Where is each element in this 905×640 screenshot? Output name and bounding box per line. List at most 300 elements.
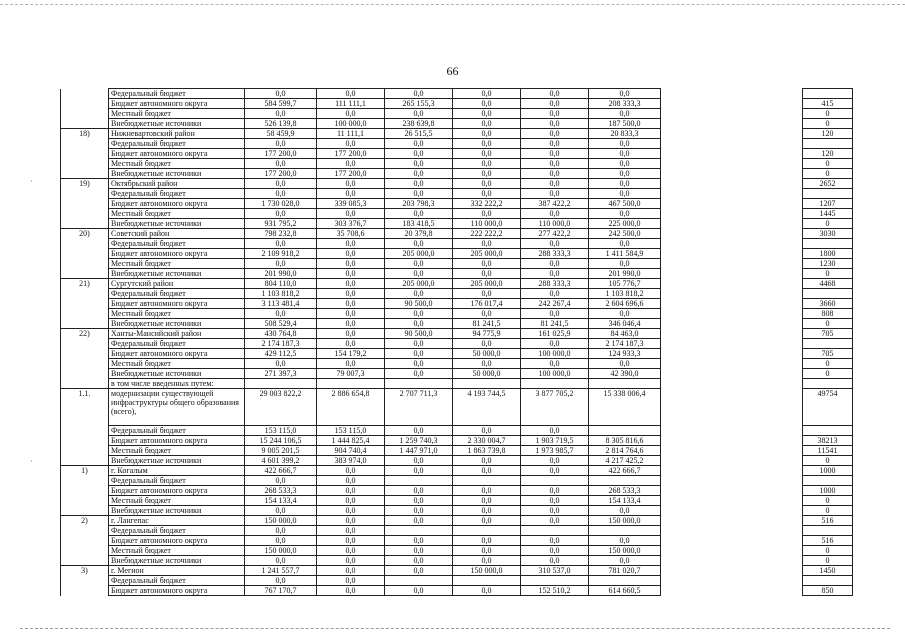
indicator-cell: 49754 bbox=[803, 389, 853, 426]
row-label: Сургутский район bbox=[109, 279, 245, 289]
row-label: Нижневартовский район bbox=[109, 129, 245, 139]
row-index bbox=[61, 536, 109, 546]
row-label: Внебюджетные источники bbox=[109, 319, 245, 329]
page-number: 66 bbox=[446, 64, 459, 78]
row-index bbox=[61, 486, 109, 496]
value-cell: 0,0 bbox=[453, 556, 521, 566]
indicator-cell: 3660 bbox=[803, 299, 853, 309]
value-cell: 387 422,2 bbox=[521, 199, 589, 209]
row-index bbox=[61, 476, 109, 486]
value-cell: 0,0 bbox=[385, 546, 453, 556]
row-label: Внебюджетные источники bbox=[109, 119, 245, 129]
table-row bbox=[61, 349, 853, 359]
value-cell: 0,0 bbox=[245, 556, 317, 566]
value-cell: 0,0 bbox=[589, 309, 661, 319]
table-row bbox=[61, 159, 853, 169]
row-label: Местный бюджет bbox=[109, 109, 245, 119]
value-cell: 100 000,0 bbox=[317, 119, 385, 129]
value-cell: 0,0 bbox=[317, 159, 385, 169]
row-index: 2) bbox=[61, 516, 109, 526]
table-body-top bbox=[61, 89, 853, 389]
value-cell: 0,0 bbox=[385, 566, 453, 576]
table-row bbox=[61, 269, 853, 279]
row-index bbox=[61, 359, 109, 369]
value-cell: 804 110,0 bbox=[245, 279, 317, 289]
indicator-cell: 38213 bbox=[803, 436, 853, 446]
row-index: 18) bbox=[61, 129, 109, 139]
value-cell: 0,0 bbox=[453, 309, 521, 319]
row-label: г. Мегион bbox=[109, 566, 245, 576]
value-cell: 111 111,1 bbox=[317, 99, 385, 109]
value-cell: 0,0 bbox=[453, 506, 521, 516]
table-row bbox=[61, 229, 853, 239]
row-index bbox=[61, 379, 109, 389]
blank-cell bbox=[661, 119, 803, 129]
value-cell: 0,0 bbox=[453, 109, 521, 119]
blank-cell bbox=[661, 389, 803, 426]
row-label: Федеральный бюджет bbox=[109, 289, 245, 299]
value-cell: 225 000,0 bbox=[589, 219, 661, 229]
blank-cell bbox=[661, 239, 803, 249]
value-cell: 187 500,0 bbox=[589, 119, 661, 129]
row-index bbox=[61, 369, 109, 379]
value-cell: 310 537,0 bbox=[521, 566, 589, 576]
value-cell: 161 025,9 bbox=[521, 329, 589, 339]
value-cell: 1 103 818,2 bbox=[245, 289, 317, 299]
blank-cell bbox=[661, 456, 803, 466]
table-row bbox=[61, 359, 853, 369]
value-cell: 0,0 bbox=[317, 476, 385, 486]
row-index bbox=[61, 576, 109, 586]
value-cell: 0,0 bbox=[385, 536, 453, 546]
value-cell: 1 903 719,5 bbox=[521, 436, 589, 446]
value-cell: 3 113 481,4 bbox=[245, 299, 317, 309]
value-cell: 90 500,0 bbox=[385, 299, 453, 309]
value-cell: 798 232,8 bbox=[245, 229, 317, 239]
value-cell: 0,0 bbox=[453, 456, 521, 466]
table-row bbox=[61, 199, 853, 209]
value-cell: 0,0 bbox=[385, 269, 453, 279]
budget-table bbox=[60, 88, 853, 596]
table-row bbox=[61, 119, 853, 129]
value-cell: 58 459,9 bbox=[245, 129, 317, 139]
row-index bbox=[61, 159, 109, 169]
table-row bbox=[61, 566, 853, 576]
value-cell: 0,0 bbox=[521, 339, 589, 349]
table-row bbox=[61, 446, 853, 456]
value-cell: 0,0 bbox=[589, 359, 661, 369]
row-label: Местный бюджет bbox=[109, 159, 245, 169]
table-row bbox=[61, 556, 853, 566]
row-index bbox=[61, 456, 109, 466]
blank-cell bbox=[661, 319, 803, 329]
value-cell: 0,0 bbox=[317, 279, 385, 289]
row-label: Федеральный бюджет bbox=[109, 189, 245, 199]
table-row bbox=[61, 546, 853, 556]
value-cell: 183 418,5 bbox=[385, 219, 453, 229]
value-cell: 0,0 bbox=[521, 109, 589, 119]
row-label: Местный бюджет bbox=[109, 546, 245, 556]
scan-top-edge bbox=[0, 4, 905, 5]
row-index bbox=[61, 289, 109, 299]
value-cell: 0,0 bbox=[521, 239, 589, 249]
blank-cell bbox=[661, 349, 803, 359]
value-cell: 0,0 bbox=[385, 339, 453, 349]
value-cell: 303 376,7 bbox=[317, 219, 385, 229]
table-row bbox=[61, 496, 853, 506]
value-cell: 0,0 bbox=[521, 259, 589, 269]
blank-cell bbox=[661, 566, 803, 576]
row-label: Бюджет автономного округа bbox=[109, 349, 245, 359]
value-cell: 0,0 bbox=[521, 179, 589, 189]
value-cell: 152 510,2 bbox=[521, 586, 589, 596]
indicator-cell: 120 bbox=[803, 129, 853, 139]
table-row bbox=[61, 279, 853, 289]
value-cell: 0,0 bbox=[521, 159, 589, 169]
value-cell: 2 814 764,6 bbox=[589, 446, 661, 456]
blank-cell bbox=[661, 466, 803, 476]
indicator-cell: 3030 bbox=[803, 229, 853, 239]
value-cell: 0,0 bbox=[385, 179, 453, 189]
value-cell bbox=[589, 379, 661, 389]
value-cell: 508 529,4 bbox=[245, 319, 317, 329]
value-cell: 0,0 bbox=[589, 239, 661, 249]
value-cell: 0,0 bbox=[589, 139, 661, 149]
table-row bbox=[61, 189, 853, 199]
row-label: Бюджет автономного округа bbox=[109, 99, 245, 109]
row-index bbox=[61, 339, 109, 349]
value-cell: 0,0 bbox=[385, 149, 453, 159]
value-cell: 0,0 bbox=[317, 89, 385, 99]
row-label: модернизации существующей инфраструктуры общего образования (всего), bbox=[109, 389, 245, 426]
table-row bbox=[61, 249, 853, 259]
row-index bbox=[61, 239, 109, 249]
value-cell bbox=[453, 476, 521, 486]
table-row bbox=[61, 289, 853, 299]
value-cell: 0,0 bbox=[453, 179, 521, 189]
row-label: Бюджет автономного округа bbox=[109, 586, 245, 596]
value-cell: 177 200,0 bbox=[245, 169, 317, 179]
row-label: Бюджет автономного округа bbox=[109, 249, 245, 259]
value-cell: 0,0 bbox=[317, 269, 385, 279]
row-label: Федеральный бюджет bbox=[109, 139, 245, 149]
value-cell: 0,0 bbox=[453, 466, 521, 476]
table-row bbox=[61, 576, 853, 586]
row-index: 21) bbox=[61, 279, 109, 289]
value-cell: 0,0 bbox=[317, 556, 385, 566]
row-label: Октябрьский район bbox=[109, 179, 245, 189]
value-cell: 0,0 bbox=[317, 259, 385, 269]
row-index bbox=[61, 426, 109, 436]
value-cell: 0,0 bbox=[589, 189, 661, 199]
blank-cell bbox=[661, 209, 803, 219]
value-cell: 0,0 bbox=[521, 546, 589, 556]
value-cell: 268 533,3 bbox=[245, 486, 317, 496]
row-label: Федеральный бюджет bbox=[109, 426, 245, 436]
blank-cell bbox=[661, 299, 803, 309]
blank-cell bbox=[661, 496, 803, 506]
value-cell: 154 133,4 bbox=[245, 496, 317, 506]
value-cell: 2 707 711,3 bbox=[385, 389, 453, 426]
blank-cell bbox=[661, 359, 803, 369]
value-cell: 931 795,2 bbox=[245, 219, 317, 229]
value-cell: 0,0 bbox=[385, 209, 453, 219]
blank-cell bbox=[661, 379, 803, 389]
value-cell: 0,0 bbox=[385, 169, 453, 179]
value-cell: 0,0 bbox=[521, 139, 589, 149]
value-cell: 0,0 bbox=[521, 129, 589, 139]
blank-cell bbox=[661, 139, 803, 149]
value-cell: 0,0 bbox=[385, 139, 453, 149]
value-cell: 0,0 bbox=[317, 189, 385, 199]
value-cell: 0,0 bbox=[453, 89, 521, 99]
row-index bbox=[61, 99, 109, 109]
indicator-cell: 415 bbox=[803, 99, 853, 109]
value-cell: 42 390,0 bbox=[589, 369, 661, 379]
value-cell: 177 200,0 bbox=[245, 149, 317, 159]
value-cell: 0,0 bbox=[521, 456, 589, 466]
value-cell: 2 174 187,3 bbox=[589, 339, 661, 349]
value-cell: 0,0 bbox=[385, 89, 453, 99]
value-cell: 0,0 bbox=[245, 506, 317, 516]
value-cell: 222 222,2 bbox=[453, 229, 521, 239]
value-cell: 0,0 bbox=[317, 239, 385, 249]
indicator-cell: 1445 bbox=[803, 209, 853, 219]
value-cell: 154 179,2 bbox=[317, 349, 385, 359]
value-cell: 4 193 744,5 bbox=[453, 389, 521, 426]
row-index bbox=[61, 139, 109, 149]
value-cell: 100 000,0 bbox=[521, 349, 589, 359]
row-label: Бюджет автономного округа bbox=[109, 536, 245, 546]
value-cell: 1 730 028,0 bbox=[245, 199, 317, 209]
value-cell: 238 639,8 bbox=[385, 119, 453, 129]
indicator-cell: 808 bbox=[803, 309, 853, 319]
row-index bbox=[61, 219, 109, 229]
value-cell: 0,0 bbox=[453, 546, 521, 556]
value-cell: 0,0 bbox=[317, 516, 385, 526]
value-cell: 0,0 bbox=[245, 109, 317, 119]
value-cell bbox=[453, 576, 521, 586]
value-cell: 0,0 bbox=[521, 506, 589, 516]
value-cell: 0,0 bbox=[453, 159, 521, 169]
row-index bbox=[61, 309, 109, 319]
row-label: Бюджет автономного округа bbox=[109, 299, 245, 309]
table-row bbox=[61, 309, 853, 319]
value-cell: 0,0 bbox=[453, 99, 521, 109]
table-row bbox=[61, 466, 853, 476]
row-label: Федеральный бюджет bbox=[109, 476, 245, 486]
value-cell bbox=[453, 526, 521, 536]
table-row bbox=[61, 109, 853, 119]
value-cell: 0,0 bbox=[453, 339, 521, 349]
value-cell: 177 200,0 bbox=[317, 169, 385, 179]
value-cell: 153 115,0 bbox=[317, 426, 385, 436]
blank-cell bbox=[661, 269, 803, 279]
value-cell: 0,0 bbox=[245, 476, 317, 486]
value-cell: 105 776,7 bbox=[589, 279, 661, 289]
value-cell: 94 775,9 bbox=[453, 329, 521, 339]
indicator-cell: 0 bbox=[803, 456, 853, 466]
value-cell: 0,0 bbox=[317, 496, 385, 506]
value-cell: 0,0 bbox=[453, 189, 521, 199]
value-cell: 0,0 bbox=[453, 586, 521, 596]
value-cell: 208 333,3 bbox=[589, 99, 661, 109]
value-cell: 0,0 bbox=[453, 129, 521, 139]
value-cell: 0,0 bbox=[453, 536, 521, 546]
value-cell: 2 330 004,7 bbox=[453, 436, 521, 446]
table-row bbox=[61, 526, 853, 536]
value-cell: 2 109 918,2 bbox=[245, 249, 317, 259]
row-index bbox=[61, 119, 109, 129]
value-cell: 0,0 bbox=[521, 149, 589, 159]
indicator-cell: 516 bbox=[803, 536, 853, 546]
indicator-cell bbox=[803, 576, 853, 586]
value-cell: 0,0 bbox=[385, 289, 453, 299]
value-cell: 205 000,0 bbox=[453, 249, 521, 259]
value-cell: 1 444 825,4 bbox=[317, 436, 385, 446]
value-cell: 201 990,0 bbox=[589, 269, 661, 279]
value-cell: 20 833,3 bbox=[589, 129, 661, 139]
value-cell: 81 241,5 bbox=[521, 319, 589, 329]
table-row bbox=[61, 239, 853, 249]
value-cell: 0,0 bbox=[385, 309, 453, 319]
value-cell: 1 863 739,8 bbox=[453, 446, 521, 456]
row-label: Внебюджетные источники bbox=[109, 219, 245, 229]
row-label: в том числе введенных путем: bbox=[109, 379, 245, 389]
indicator-cell: 0 bbox=[803, 119, 853, 129]
value-cell: 0,0 bbox=[317, 209, 385, 219]
indicator-cell: 0 bbox=[803, 159, 853, 169]
value-cell bbox=[385, 476, 453, 486]
value-cell: 346 046,4 bbox=[589, 319, 661, 329]
value-cell: 339 085,3 bbox=[317, 199, 385, 209]
value-cell: 0,0 bbox=[385, 349, 453, 359]
value-cell: 0,0 bbox=[589, 109, 661, 119]
indicator-cell: 0 bbox=[803, 369, 853, 379]
value-cell: 150 000,0 bbox=[245, 546, 317, 556]
table-row bbox=[61, 139, 853, 149]
row-label: Местный бюджет bbox=[109, 209, 245, 219]
value-cell: 8 305 816,6 bbox=[589, 436, 661, 446]
indicator-cell: 1450 bbox=[803, 566, 853, 576]
indicator-cell: 0 bbox=[803, 556, 853, 566]
row-index bbox=[61, 506, 109, 516]
row-label: Бюджет автономного округа bbox=[109, 199, 245, 209]
indicator-cell: 1207 bbox=[803, 199, 853, 209]
value-cell: 0,0 bbox=[453, 239, 521, 249]
value-cell: 0,0 bbox=[385, 359, 453, 369]
row-index bbox=[61, 586, 109, 596]
value-cell: 0,0 bbox=[317, 586, 385, 596]
blank-cell bbox=[661, 129, 803, 139]
row-label: Внебюджетные источники bbox=[109, 369, 245, 379]
row-index bbox=[61, 249, 109, 259]
value-cell bbox=[521, 476, 589, 486]
row-index bbox=[61, 149, 109, 159]
table-row bbox=[61, 259, 853, 269]
value-cell: 0,0 bbox=[385, 486, 453, 496]
value-cell: 0,0 bbox=[245, 309, 317, 319]
value-cell: 0,0 bbox=[453, 269, 521, 279]
value-cell: 110 000,0 bbox=[521, 219, 589, 229]
value-cell: 150 000,0 bbox=[589, 546, 661, 556]
row-index bbox=[61, 299, 109, 309]
blank-cell bbox=[661, 309, 803, 319]
value-cell: 0,0 bbox=[317, 249, 385, 259]
row-label: Местный бюджет bbox=[109, 259, 245, 269]
value-cell: 0,0 bbox=[521, 536, 589, 546]
value-cell: 1 259 740,3 bbox=[385, 436, 453, 446]
table-row bbox=[61, 586, 853, 596]
value-cell: 271 397,3 bbox=[245, 369, 317, 379]
value-cell: 0,0 bbox=[245, 189, 317, 199]
value-cell: 150 000,0 bbox=[453, 566, 521, 576]
row-index bbox=[61, 496, 109, 506]
value-cell: 0,0 bbox=[245, 239, 317, 249]
value-cell: 288 333,3 bbox=[521, 279, 589, 289]
value-cell: 0,0 bbox=[385, 239, 453, 249]
value-cell: 904 740,4 bbox=[317, 446, 385, 456]
value-cell: 0,0 bbox=[453, 289, 521, 299]
row-index bbox=[61, 209, 109, 219]
value-cell: 20 379,8 bbox=[385, 229, 453, 239]
value-cell: 0,0 bbox=[245, 576, 317, 586]
value-cell: 0,0 bbox=[385, 426, 453, 436]
value-cell: 0,0 bbox=[245, 209, 317, 219]
value-cell: 15 338 006,4 bbox=[589, 389, 661, 426]
value-cell: 50 000,0 bbox=[453, 369, 521, 379]
value-cell: 0,0 bbox=[589, 179, 661, 189]
value-cell: 0,0 bbox=[521, 269, 589, 279]
value-cell: 614 660,5 bbox=[589, 586, 661, 596]
value-cell bbox=[589, 426, 661, 436]
table-body-bottom bbox=[61, 426, 853, 596]
row-index: 3) bbox=[61, 566, 109, 576]
blank-cell bbox=[661, 426, 803, 436]
blank-cell bbox=[661, 556, 803, 566]
blank-cell bbox=[661, 369, 803, 379]
value-cell: 0,0 bbox=[521, 359, 589, 369]
value-cell: 0,0 bbox=[317, 546, 385, 556]
table-row bbox=[61, 89, 853, 99]
value-cell bbox=[589, 476, 661, 486]
row-label: Бюджет автономного округа bbox=[109, 486, 245, 496]
table-row bbox=[61, 219, 853, 229]
indicator-cell: 0 bbox=[803, 269, 853, 279]
indicator-cell: 705 bbox=[803, 349, 853, 359]
value-cell: 0,0 bbox=[385, 259, 453, 269]
row-index bbox=[61, 169, 109, 179]
indicator-cell: 120 bbox=[803, 149, 853, 159]
value-cell: 1 447 971,0 bbox=[385, 446, 453, 456]
value-cell: 0,0 bbox=[317, 309, 385, 319]
indicator-cell: 0 bbox=[803, 359, 853, 369]
value-cell: 0,0 bbox=[317, 339, 385, 349]
row-index: 1) bbox=[61, 466, 109, 476]
value-cell: 277 422,2 bbox=[521, 229, 589, 239]
value-cell: 29 003 822,2 bbox=[245, 389, 317, 426]
blank-cell bbox=[661, 199, 803, 209]
value-cell: 0,0 bbox=[453, 209, 521, 219]
row-index bbox=[61, 199, 109, 209]
row-label: Местный бюджет bbox=[109, 309, 245, 319]
row-label: Внебюджетные источники bbox=[109, 456, 245, 466]
row-index: 1.1. bbox=[61, 389, 109, 426]
value-cell: 0,0 bbox=[385, 586, 453, 596]
value-cell: 0,0 bbox=[317, 466, 385, 476]
value-cell: 0,0 bbox=[589, 149, 661, 159]
indicator-cell: 0 bbox=[803, 319, 853, 329]
